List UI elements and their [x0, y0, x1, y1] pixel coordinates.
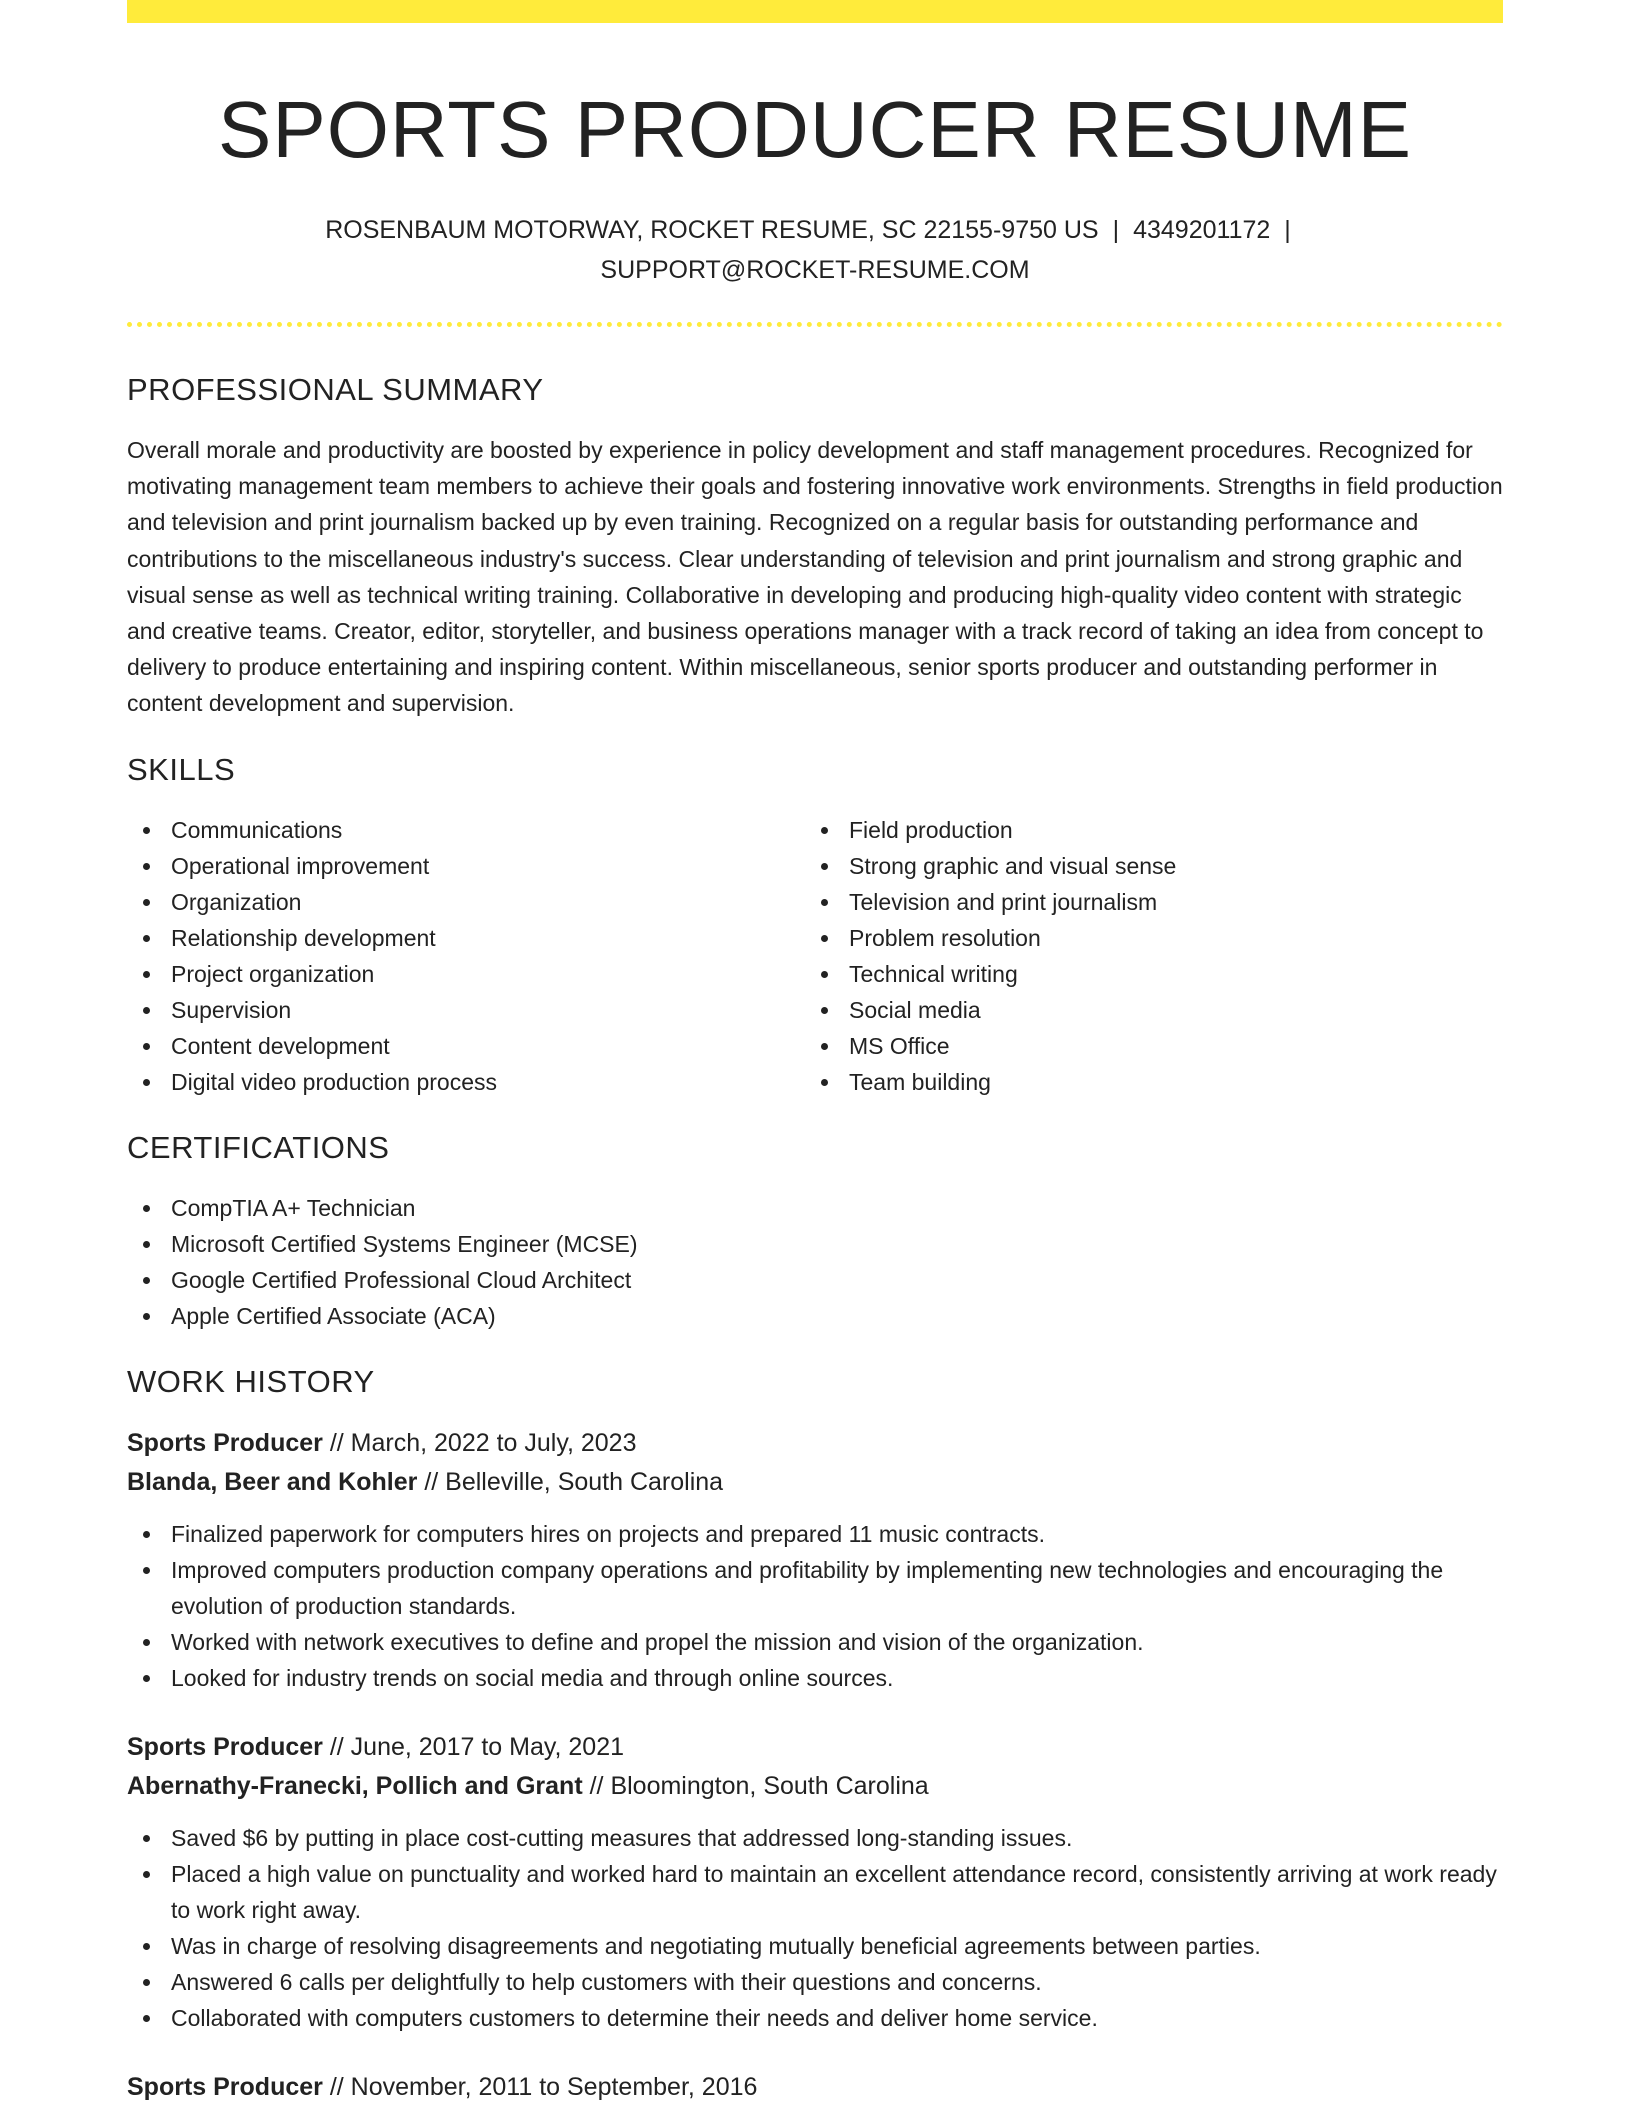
job-duty-item: Placed a high value on punctuality and worked hard to maintain an excellent attendance record, consistently arriving at work ready to work right away. — [127, 1856, 1503, 1928]
skills-heading: SKILLS — [127, 751, 236, 787]
job-role: Sports Producer — [127, 1732, 323, 1761]
job-company: Abernathy-Franecki, Pollich and Grant — [127, 1771, 583, 1800]
summary-heading: PROFESSIONAL SUMMARY — [127, 372, 544, 407]
skill-item: MS Office — [805, 1028, 1483, 1064]
contact-phone: 4349201172 — [1133, 216, 1271, 244]
contact-separator: | — [1112, 216, 1120, 244]
job-company-line — [127, 1767, 1503, 1806]
skill-item: Content development — [127, 1028, 805, 1064]
job-duty-item: Collaborated with computers customers to determine their needs and deliver home service. — [127, 2000, 1503, 2036]
skill-item: Organization — [127, 884, 805, 920]
job-duty-item: Saved $6 by putting in place cost-cutting measures that addressed long-standing issues. — [127, 1820, 1503, 1856]
certification-item: Microsoft Certified Systems Engineer (MCSE) — [127, 1226, 1503, 1262]
job-role-line — [127, 2068, 1503, 2107]
job-duty-item: Finalized paperwork for computers hires on projects and prepared 11 music contracts. — [127, 1516, 1503, 1552]
job-role-line — [127, 1728, 1503, 1767]
skill-item: Social media — [805, 992, 1483, 1028]
job-company-line — [127, 1463, 1503, 1502]
contact-address: ROSENBAUM MOTORWAY, ROCKET RESUME, SC 22155-9750 US — [325, 216, 1099, 244]
work-history-heading: WORK HISTORY — [127, 1363, 375, 1399]
job-duty-item: Was in charge of resolving disagreements and negotiating mutually beneficial agreements between parties. — [127, 1928, 1503, 1964]
contact-email: SUPPORT@ROCKET-RESUME.COM — [600, 256, 1030, 284]
summary-text: Overall morale and productivity are boosted by experience in policy development and staff management procedures. Recognized for motivating management team members to achieve their goals and fostering innovative work environments. Strengths in field production and television and print journalism backed up by even training. Recognized on a regular basis for outstanding performance and contributions to the miscellaneous industry's success. Clear understanding of television and print journalism and strong graphic and visual sense as well as technical writing training. Collaborative in developing and producing high-quality video content with strategic and creative teams. Creator, editor, storyteller, and business operations manager with a track record of taking an idea from concept to delivery to produce entertaining and inspiring content. Within miscellaneous, senior sports producer and outstanding performer in content development and supervision. — [127, 437, 1503, 717]
resume-content — [127, 0, 1503, 2107]
skills-right-list — [805, 812, 1483, 1100]
skill-item: Digital video production process — [127, 1064, 805, 1100]
skills-columns — [127, 812, 1503, 1100]
job-location: // Belleville, South Carolina — [424, 1467, 724, 1496]
skill-item: Relationship development — [127, 920, 805, 956]
job-location: // Bloomington, South Carolina — [589, 1771, 929, 1800]
job-entry — [127, 1424, 1503, 1696]
skill-item: Communications — [127, 812, 805, 848]
skill-item: Operational improvement — [127, 848, 805, 884]
certification-item: Google Certified Professional Cloud Architect — [127, 1262, 1503, 1298]
contact-info — [127, 178, 1503, 290]
job-duties-list — [127, 1516, 1503, 1696]
skill-item: Problem resolution — [805, 920, 1483, 956]
resume-title: SPORTS PRODUCER RESUME — [217, 85, 1413, 174]
certification-item: Apple Certified Associate (ACA) — [127, 1298, 1503, 1334]
job-duty-item: Looked for industry trends on social media and through online sources. — [127, 1660, 1503, 1696]
certifications-list — [127, 1190, 1503, 1334]
job-entry — [127, 1728, 1503, 2036]
dotted-divider — [127, 322, 1503, 327]
job-dates: // June, 2017 to May, 2021 — [329, 1732, 625, 1761]
job-company: Blanda, Beer and Kohler — [127, 1467, 418, 1496]
skill-item: Technical writing — [805, 956, 1483, 992]
job-duties-list — [127, 1820, 1503, 2036]
contact-separator: | — [1284, 216, 1291, 244]
certifications-heading: CERTIFICATIONS — [127, 1129, 390, 1165]
skill-item: Strong graphic and visual sense — [805, 848, 1483, 884]
job-entry — [127, 2068, 1503, 2107]
job-duty-item: Improved computers production company operations and profitability by implementing new technologies and encouraging the evolution of production standards. — [127, 1552, 1503, 1624]
skill-item: Television and print journalism — [805, 884, 1483, 920]
job-role: Sports Producer — [127, 1428, 323, 1457]
skill-item: Field production — [805, 812, 1483, 848]
skill-item: Project organization — [127, 956, 805, 992]
job-duty-item: Answered 6 calls per delightfully to help customers with their questions and concerns. — [127, 1964, 1503, 2000]
job-duty-item: Worked with network executives to define and propel the mission and vision of the organization. — [127, 1624, 1503, 1660]
job-dates: // March, 2022 to July, 2023 — [329, 1428, 637, 1457]
job-role-line — [127, 1424, 1503, 1463]
certification-item: CompTIA A+ Technician — [127, 1190, 1503, 1226]
job-dates: // November, 2011 to September, 2016 — [329, 2072, 758, 2101]
skill-item: Supervision — [127, 992, 805, 1028]
skill-item: Team building — [805, 1064, 1483, 1100]
skills-left-list — [127, 812, 805, 1100]
job-role: Sports Producer — [127, 2072, 323, 2101]
